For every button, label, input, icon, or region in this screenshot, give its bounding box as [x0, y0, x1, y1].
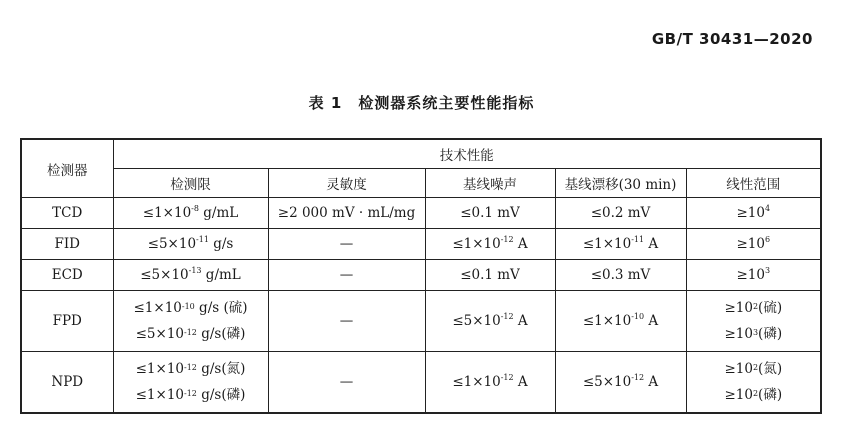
cell-detector: ECD [21, 260, 113, 291]
value-text: ≤1×10 [582, 236, 632, 252]
exponent: 2 [752, 389, 759, 398]
value-text: ≤0.3 mV [590, 267, 651, 283]
value-text: g/s [208, 236, 234, 252]
value-text: g/s (硫) [194, 300, 248, 316]
value-text: g/s(磷) [196, 326, 246, 342]
cell-baseline-noise-value [452, 313, 527, 329]
cell-baseline-noise-value [460, 205, 520, 221]
table-row [21, 198, 821, 229]
exponent: 6 [764, 235, 771, 244]
exponent: -11 [196, 235, 209, 244]
cell-sensitivity: — [268, 352, 425, 414]
header-baseline-noise: 基线噪声 [425, 169, 555, 198]
value-text: ≥10 [724, 300, 753, 316]
table-row [21, 352, 821, 414]
value-text: ≤0.2 mV [590, 205, 651, 221]
cell-linear-range-value-line [689, 382, 819, 408]
value-text: g/s(磷) [196, 387, 246, 403]
cell-detection-limit [113, 229, 268, 260]
header-baseline-drift: 基线漂移(30 min) [555, 169, 686, 198]
value-text: A [644, 236, 659, 252]
header-sensitivity: 灵敏度 [268, 169, 425, 198]
cell-baseline-drift-value [583, 313, 658, 329]
cell-baseline-noise [425, 291, 555, 352]
cell-baseline-drift [555, 198, 686, 229]
value-text: ≤0.1 mV [460, 267, 520, 283]
cell-linear-range [686, 260, 821, 291]
value-text: g/s(氮) [196, 361, 246, 377]
value-text: ≤1×10 [142, 205, 192, 221]
value-text: A [513, 374, 528, 390]
cell-sensitivity: — [268, 229, 425, 260]
value-text: ≤5×10 [147, 236, 197, 252]
value-text: ≤1×10 [452, 374, 501, 390]
value-text: (氮) [758, 361, 783, 377]
cell-baseline-drift [555, 352, 686, 414]
cell-detection-limit-value-line [116, 321, 266, 347]
value-text: ≥10 [724, 326, 753, 342]
cell-linear-range [686, 352, 821, 414]
cell-linear-range-value-line [689, 295, 819, 321]
value-text: ≥10 [736, 205, 765, 221]
cell-detection-limit-value-line [116, 356, 266, 382]
exponent: -12 [184, 389, 197, 398]
cell-detector: FPD [21, 291, 113, 352]
value-text: ≤1×10 [133, 300, 182, 316]
value-text: ≤5×10 [140, 267, 189, 283]
value-text: (磷) [758, 326, 783, 342]
value-text: ≤0.1 mV [460, 205, 520, 221]
value-text: ≥10 [736, 267, 765, 283]
table-title: 表 1 检测器系统主要性能指标 [308, 94, 535, 112]
cell-baseline-noise-value [452, 236, 527, 252]
value-text: ≥10 [724, 387, 753, 403]
cell-baseline-noise [425, 229, 555, 260]
value-text: ≤1×10 [452, 236, 501, 252]
header-linear-range: 线性范围 [686, 169, 821, 198]
table-row [21, 260, 821, 291]
exponent: -10 [181, 302, 195, 311]
cell-detector: TCD [21, 198, 113, 229]
header-detection-limit: 检测限 [113, 169, 268, 198]
cell-baseline-noise [425, 352, 555, 414]
cell-baseline-noise [425, 260, 555, 291]
cell-detection-limit [113, 260, 268, 291]
exponent: -13 [188, 266, 202, 275]
exponent: -11 [631, 235, 645, 244]
cell-linear-range-value-line [689, 321, 819, 347]
header-technical-performance: 技术性能 [113, 139, 821, 169]
cell-linear-range-value-line [689, 356, 819, 382]
cell-baseline-drift [555, 229, 686, 260]
cell-detection-limit-value [140, 267, 241, 283]
cell-baseline-drift-value [591, 267, 651, 283]
exponent: -12 [631, 373, 645, 382]
cell-baseline-drift [555, 291, 686, 352]
cell-baseline-drift [555, 260, 686, 291]
value-text: ≤5×10 [135, 326, 185, 342]
cell-detection-limit-value [148, 236, 234, 252]
value-text: ≤1×10 [582, 313, 632, 329]
table-row [21, 229, 821, 260]
exponent: -12 [500, 235, 514, 244]
value-text: ≥10 [724, 361, 753, 377]
cell-baseline-noise-value [460, 267, 520, 283]
exponent: -12 [500, 373, 514, 382]
cell-linear-range-value [736, 267, 770, 283]
table-row [21, 291, 821, 352]
cell-detection-limit-value [143, 205, 238, 221]
exponent: 4 [764, 204, 771, 213]
exponent: 3 [752, 328, 759, 337]
exponent: 3 [764, 266, 771, 275]
value-text: (磷) [758, 387, 783, 403]
value-text: ≤1×10 [135, 361, 185, 377]
cell-linear-range-value [736, 236, 770, 252]
cell-detector: NPD [21, 352, 113, 414]
value-text: (硫) [758, 300, 783, 316]
value-text: g/mL [198, 205, 239, 221]
cell-sensitivity: — [268, 291, 425, 352]
exponent: -12 [184, 328, 197, 337]
cell-detection-limit [113, 198, 268, 229]
exponent: -12 [500, 312, 514, 321]
cell-linear-range [686, 291, 821, 352]
value-text: A [513, 236, 528, 252]
value-text: ≤1×10 [135, 387, 185, 403]
exponent: -10 [631, 312, 645, 321]
value-text: ≤5×10 [582, 374, 632, 390]
cell-linear-range [686, 198, 821, 229]
cell-baseline-noise [425, 198, 555, 229]
cell-baseline-drift-value [583, 236, 658, 252]
cell-linear-range-value [736, 205, 770, 221]
exponent: 2 [752, 302, 759, 311]
header-detector: 检测器 [21, 139, 113, 198]
exponent: 2 [752, 363, 759, 372]
performance-table [20, 138, 822, 414]
value-text: ≤5×10 [452, 313, 501, 329]
cell-sensitivity: — [268, 260, 425, 291]
cell-detection-limit [113, 352, 268, 414]
cell-detection-limit-value-line [116, 295, 266, 321]
value-text: g/mL [201, 267, 241, 283]
cell-sensitivity: ≥2 000 mV · mL/mg [268, 198, 425, 229]
value-text: A [644, 313, 659, 329]
value-text: A [644, 374, 659, 390]
cell-baseline-noise-value [452, 374, 527, 390]
cell-baseline-drift-value [591, 205, 651, 221]
value-text: ≥10 [736, 236, 765, 252]
exponent: -8 [191, 204, 199, 213]
cell-detector: FID [21, 229, 113, 260]
exponent: -12 [184, 363, 197, 372]
cell-detection-limit [113, 291, 268, 352]
value-text: A [513, 313, 528, 329]
cell-linear-range [686, 229, 821, 260]
cell-detection-limit-value-line [116, 382, 266, 408]
standard-number: GB/T 30431—2020 [651, 30, 813, 48]
cell-baseline-drift-value [583, 374, 658, 390]
